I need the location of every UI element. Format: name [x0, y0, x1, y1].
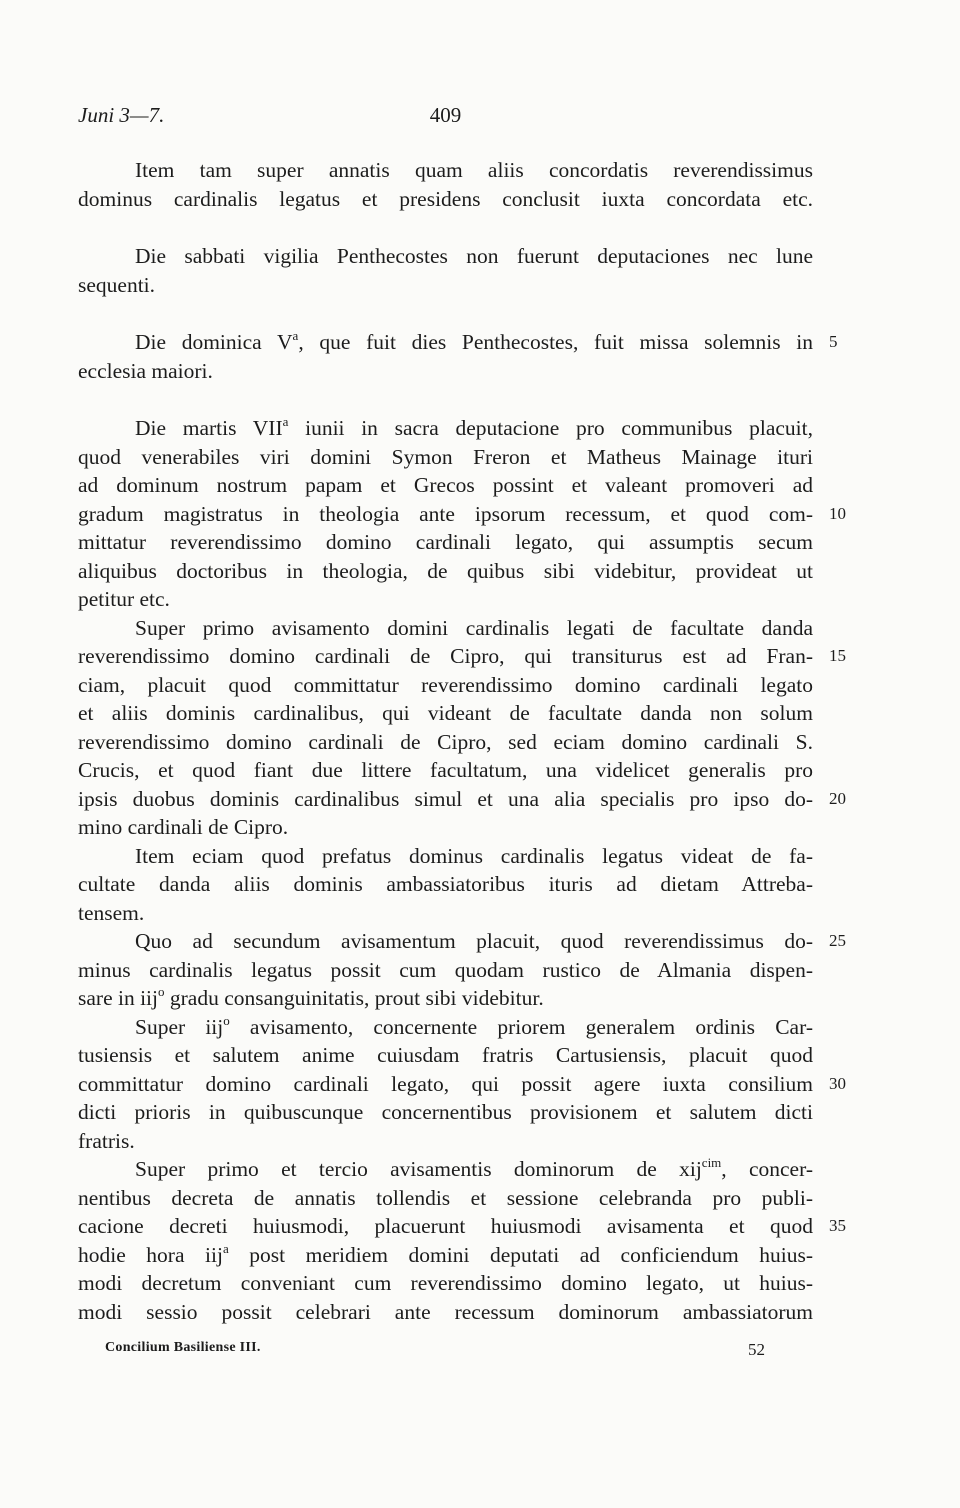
- body-text: [78, 156, 846, 1326]
- text-line: [78, 956, 813, 985]
- text-line: [78, 242, 813, 271]
- line-text: ad dominum nostrum papam et Grecos possint et valeant promoveri ad: [78, 473, 813, 497]
- line-text: Super primo avisamento domini cardinalis legati de facultate danda: [135, 615, 813, 640]
- line-text: et aliis dominis cardinalibus, qui videant de facultate danda non solum: [78, 701, 813, 725]
- line-number: 15: [829, 646, 846, 665]
- text-line: [78, 443, 813, 472]
- line-text: Super primo et tercio avisamentis dominorum de xij$^{cim}$, concer-: [135, 1155, 813, 1181]
- text-line: [78, 500, 846, 529]
- text-line: [78, 1184, 813, 1213]
- line-text: modi sessio possit celebrari ante recessum dominorum ambassiatorum: [78, 1299, 813, 1324]
- line-text: reverendissimo domino cardinali de Cipro, qui transiturus est ad Fran-: [78, 644, 813, 668]
- line-text: Quo ad secundum avisamentum placuit, quod reverendissimus do-: [135, 929, 813, 953]
- text-line: [78, 842, 813, 871]
- signature-mark: Concilium Basiliense III.: [105, 1340, 261, 1355]
- running-title: Juni 3—7.: [78, 103, 165, 127]
- text-line: [78, 585, 813, 614]
- text-line: [78, 728, 813, 757]
- text-line: [78, 156, 813, 185]
- text-line: [78, 557, 813, 586]
- line-number: 25: [829, 931, 846, 950]
- text-line: [78, 357, 813, 386]
- text-line: [78, 813, 813, 842]
- line-text: Die sabbati vigilia Penthecostes non fuerunt deputaciones nec lune: [135, 244, 813, 268]
- text-line: [78, 927, 846, 956]
- line-number: 35: [829, 1216, 846, 1235]
- text-line: [78, 1041, 813, 1070]
- line-text: Die dominica $V^a$, que fuit dies Penthecostes, fuit missa solemnis in: [135, 328, 814, 354]
- text-line: [78, 785, 846, 814]
- line-text: petitur etc.: [78, 587, 170, 611]
- text-line: [78, 328, 838, 357]
- line-text: Die martis VII$^a$ iunii in sacra deputacione pro communibus placuit,: [135, 414, 813, 440]
- line-text: tusiensis et salutem anime cuiusdam fratris Cartusiensis, placuit quod: [78, 1043, 813, 1067]
- line-number: 5: [829, 332, 838, 351]
- text-line: [78, 271, 813, 300]
- paragraph-gap: [78, 385, 813, 414]
- line-text: ipsis duobus dominis cardinalibus simul et una alia specialis pro ipso do-: [78, 786, 813, 811]
- running-header: [78, 103, 813, 137]
- line-text: Item tam super annatis quam aliis concordatis reverendissimus: [135, 158, 813, 182]
- sheet-number: 52: [748, 1340, 765, 1359]
- line-text: gradum magistratus in theologia ante ipsorum recessum, et quod com-: [78, 501, 813, 526]
- text-line: [78, 899, 813, 928]
- line-text: sare in iij$^o$ gradu consanguinitatis, prout sibi videbitur.: [78, 984, 544, 1010]
- text-line: [78, 1298, 813, 1327]
- page-number: 409: [429, 103, 462, 127]
- line-text: sequenti.: [78, 272, 156, 297]
- text-line: [78, 984, 813, 1013]
- text-line: [78, 1127, 813, 1156]
- line-text: ecclesia maiori.: [78, 358, 213, 383]
- line-text: tensem.: [78, 900, 145, 925]
- line-number: 20: [829, 788, 846, 808]
- text-line: [78, 528, 813, 557]
- line-text: cultate danda aliis dominis ambassiatoribus ituris ad dietam Attreba-: [78, 872, 813, 896]
- text-line: [78, 1269, 813, 1298]
- text-line: [78, 642, 846, 671]
- line-text: cacione decreti huiusmodi, placuerunt huiusmodi avisamenta et quod: [78, 1214, 813, 1238]
- page-footer: [105, 1340, 765, 1364]
- paragraph-gap: [78, 213, 813, 242]
- line-text: modi decretum conveniant cum reverendissimo domino legato, ut huius-: [78, 1271, 813, 1295]
- text-line: [78, 614, 813, 643]
- text-line: [78, 1212, 846, 1241]
- text-line: [78, 756, 813, 785]
- line-text: quod venerabiles viri domini Symon Freron et Matheus Mainage ituri: [78, 444, 813, 469]
- text-line: [78, 414, 813, 443]
- text-line: [78, 1098, 813, 1127]
- text-line: [78, 870, 813, 899]
- text-line: [78, 185, 813, 214]
- text-line: [78, 471, 813, 500]
- line-text: dicti prioris in quibuscunque concernentibus provisionem et salutem dicti: [78, 1100, 813, 1124]
- text-line: [78, 1241, 813, 1270]
- line-text: ciam, placuit quod committatur reverendissimo domino cardinali legato: [78, 672, 813, 697]
- text-line: [78, 671, 813, 700]
- line-text: Item eciam quod prefatus dominus cardinalis legatus videat de fa-: [135, 843, 813, 868]
- line-text: nentibus decreta de annatis tollendis et sessione celebranda pro publi-: [78, 1185, 813, 1210]
- line-number: 30: [829, 1073, 846, 1093]
- line-text: dominus cardinalis legatus et presidens conclusit iuxta concordata etc.: [78, 186, 813, 211]
- line-text: mino cardinali de Cipro.: [78, 815, 289, 839]
- line-text: minus cardinalis legatus possit cum quodam rustico de Almania dispen-: [78, 957, 813, 982]
- line-text: committatur domino cardinali legato, qui possit agere iuxta consilium: [78, 1071, 813, 1096]
- line-text: reverendissimo domino cardinali de Cipro, sed eciam domino cardinali S.: [78, 729, 813, 754]
- paragraph-gap: [78, 299, 813, 328]
- text-line: [78, 699, 813, 728]
- line-number: 10: [829, 503, 846, 523]
- text-line: [78, 1013, 813, 1042]
- line-text: mittatur reverendissimo domino cardinali legato, qui assumptis secum: [78, 530, 813, 554]
- line-text: hodie hora iij$^a$ post meridiem domini deputati ad conficiendum huius-: [78, 1240, 814, 1267]
- text-line: [78, 1155, 813, 1184]
- text-line: [78, 1070, 846, 1099]
- line-text: Crucis, et quod fiant due littere facultatum, una videlicet generalis pro: [78, 758, 813, 782]
- line-text: Super iij$^o$ avisamento, concernente priorem generalem ordinis Car-: [135, 1012, 813, 1039]
- line-text: aliquibus doctoribus in theologia, de quibus sibi videbitur, provideat ut: [78, 558, 813, 583]
- line-text: fratris.: [78, 1128, 135, 1153]
